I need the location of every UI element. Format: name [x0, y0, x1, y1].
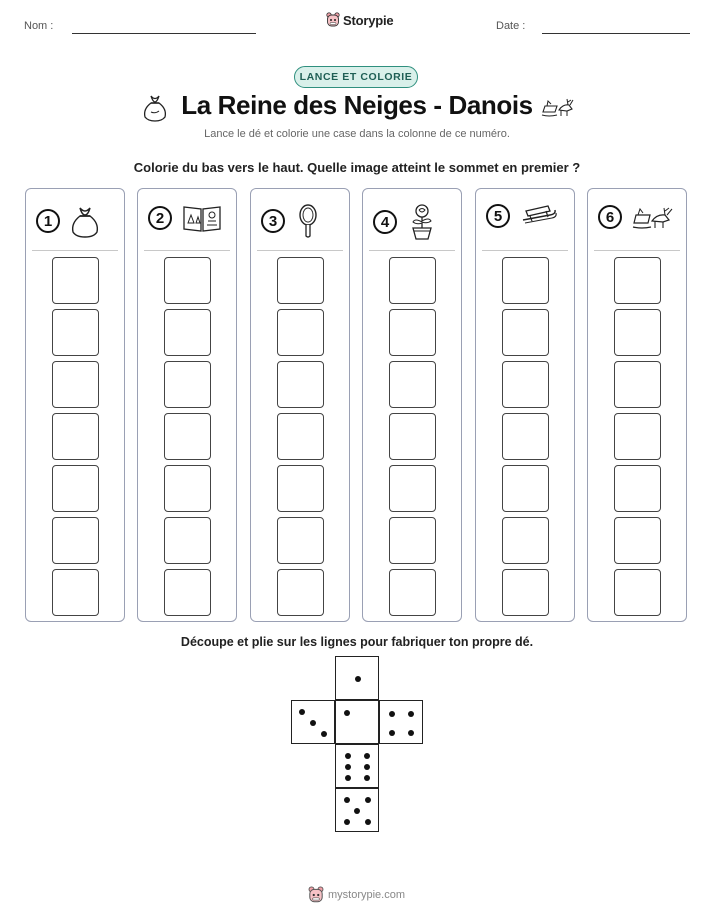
color-cell[interactable] — [614, 413, 661, 460]
color-cell[interactable] — [614, 309, 661, 356]
color-cell[interactable] — [277, 569, 324, 616]
die-pip — [310, 720, 316, 726]
color-cell[interactable] — [614, 569, 661, 616]
name-line[interactable] — [72, 33, 256, 34]
column-divider — [257, 250, 343, 251]
color-cell[interactable] — [502, 309, 549, 356]
color-cell[interactable] — [52, 257, 99, 304]
mirror-icon — [295, 203, 321, 239]
color-cell[interactable] — [502, 257, 549, 304]
die-pip — [389, 711, 395, 717]
color-cell[interactable] — [389, 569, 436, 616]
color-cell[interactable] — [502, 569, 549, 616]
color-cell[interactable] — [164, 309, 211, 356]
color-cell[interactable] — [502, 361, 549, 408]
die-pip — [364, 775, 370, 781]
color-cell[interactable] — [389, 465, 436, 512]
die-pip — [408, 711, 414, 717]
rose-pot-icon — [407, 203, 437, 241]
color-cell[interactable] — [277, 517, 324, 564]
color-cell[interactable] — [614, 465, 661, 512]
column-number: 6 — [598, 205, 622, 229]
page-title: La Reine des Neiges - Danois — [181, 90, 533, 120]
column-divider — [369, 250, 455, 251]
die-pip — [389, 730, 395, 736]
die-pip — [355, 676, 361, 682]
reindeer-sleigh-icon — [632, 203, 676, 231]
color-cell[interactable] — [389, 517, 436, 564]
brand-logo — [326, 12, 393, 28]
die-face-6 — [335, 744, 379, 788]
column-divider — [144, 250, 230, 251]
die-pip — [364, 764, 370, 770]
die-pip — [345, 753, 351, 759]
color-cell[interactable] — [164, 465, 211, 512]
color-cell[interactable] — [52, 361, 99, 408]
reindeer-sleigh-icon — [541, 96, 575, 123]
color-cell[interactable] — [52, 413, 99, 460]
die-face-1-top — [335, 656, 379, 700]
column-number: 3 — [261, 209, 285, 233]
color-cell[interactable] — [277, 309, 324, 356]
footer — [308, 886, 405, 904]
column-number: 1 — [36, 209, 60, 233]
column-divider — [482, 250, 568, 251]
picture-book-icon — [182, 203, 222, 233]
color-cell[interactable] — [277, 257, 324, 304]
color-cell[interactable] — [52, 309, 99, 356]
die-pip — [299, 709, 305, 715]
color-cell[interactable] — [389, 257, 436, 304]
coloring-instruction: Colorie du bas vers le haut. Quelle image atteint le sommet en premier ? — [133, 160, 581, 175]
die-face-4 — [379, 700, 423, 744]
page-subtitle: Lance le dé et colorie une case dans la colonne de ce numéro. — [204, 128, 510, 140]
brand-name: Storypie — [343, 12, 394, 28]
die-pip — [354, 808, 360, 814]
column-divider — [594, 250, 680, 251]
color-cell[interactable] — [614, 257, 661, 304]
color-cell[interactable] — [277, 361, 324, 408]
color-cell[interactable] — [277, 465, 324, 512]
color-cell[interactable] — [389, 413, 436, 460]
column-1 — [25, 188, 125, 622]
color-cell[interactable] — [52, 569, 99, 616]
color-cell[interactable] — [614, 517, 661, 564]
storypie-mascot-icon — [308, 886, 324, 904]
die-face-5 — [335, 788, 379, 832]
color-cell[interactable] — [389, 309, 436, 356]
column-number: 4 — [373, 210, 397, 234]
name-label: Nom : — [24, 20, 54, 32]
color-cell[interactable] — [164, 257, 211, 304]
color-cell[interactable] — [502, 517, 549, 564]
column-number: 2 — [148, 206, 172, 230]
color-cell[interactable] — [389, 361, 436, 408]
color-cell[interactable] — [52, 465, 99, 512]
color-cell[interactable] — [164, 517, 211, 564]
sled-icon — [520, 203, 558, 229]
die-pip — [344, 819, 350, 825]
die-face-3 — [291, 700, 335, 744]
die-pip — [408, 730, 414, 736]
die-pip — [345, 775, 351, 781]
column-6 — [587, 188, 687, 622]
die-pip — [321, 731, 327, 737]
column-4 — [362, 188, 462, 622]
die-pip — [345, 764, 351, 770]
footer-url[interactable]: mystorypie.com — [328, 889, 406, 901]
color-cell[interactable] — [164, 361, 211, 408]
color-cell[interactable] — [277, 413, 324, 460]
column-2 — [137, 188, 237, 622]
column-5 — [475, 188, 575, 622]
column-3 — [250, 188, 350, 622]
color-cell[interactable] — [164, 413, 211, 460]
color-cell[interactable] — [502, 413, 549, 460]
color-cell[interactable] — [164, 569, 211, 616]
die-pip — [344, 797, 350, 803]
die-pip — [364, 753, 370, 759]
activity-badge: LANCE ET COLORIE — [294, 66, 418, 88]
column-divider — [32, 250, 118, 251]
date-label: Date : — [496, 20, 526, 32]
die-pip — [365, 797, 371, 803]
die-pip — [344, 710, 350, 716]
color-cell[interactable] — [614, 361, 661, 408]
die-pip — [365, 819, 371, 825]
color-cell[interactable] — [502, 465, 549, 512]
column-number: 5 — [486, 204, 510, 228]
date-line[interactable] — [542, 33, 690, 34]
die-face-1-center — [335, 700, 379, 744]
color-cell[interactable] — [52, 517, 99, 564]
cut-instruction: Découpe et plie sur les lignes pour fabriquer ton propre dé. — [180, 635, 534, 649]
storypie-mascot-icon — [326, 12, 340, 28]
bag-icon — [70, 203, 100, 239]
